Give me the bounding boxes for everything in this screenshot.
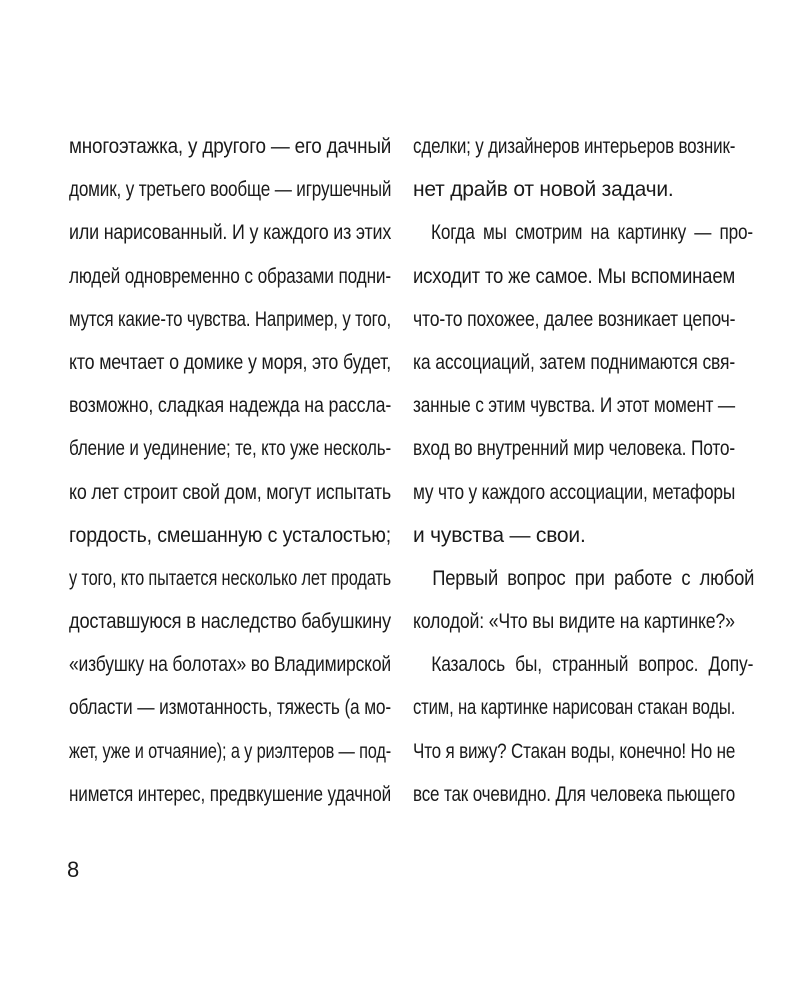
text-line: стим, на картинке нарисован стакан воды. (413, 696, 736, 720)
text-line: ка ассоциаций, затем поднимаются свя- (413, 350, 736, 374)
text-line: домик, у третьего вообще — игрушечный (69, 178, 392, 202)
text-line: кто мечтает о домике у моря, это будет, (69, 350, 391, 374)
text-line: нет драйв от новой задачи. (413, 178, 674, 202)
text-line: Когда мы смотрим на картинку — про- (430, 221, 753, 245)
text-line: или нарисованный. И у каждого из этих (69, 221, 392, 245)
text-line: возможно, сладкая надежда на рассла- (69, 394, 392, 418)
text-line: и чувства — свои. (413, 523, 586, 547)
page-number: 8 (67, 857, 80, 882)
text-line: колодой: «Что вы видите на картинке?» (413, 610, 735, 634)
text-line: исходит то же самое. Мы вспоминаем (413, 264, 736, 288)
text-column-left (69, 125, 391, 816)
text-line: «избушку на болотах» во Владимирской (69, 653, 391, 677)
text-line: людей одновременно с образами подни- (69, 264, 391, 288)
text-line: гордость, смешанную с усталостью; (69, 523, 391, 547)
text-line: что-то похожее, далее возникает цепоч- (413, 307, 736, 331)
text-line: Казалось бы, странный вопрос. Допу- (431, 653, 754, 677)
text-line: жет, уже и отчаяние); а у риэлтеров — под- (69, 739, 392, 763)
text-line: му что у каждого ассоциации, метафоры (413, 480, 736, 504)
text-line: мутся какие-то чувства. Например, у того, (69, 307, 392, 331)
text-line: Первый вопрос при работе с любой (432, 566, 755, 590)
text-line: доставшуюся в наследство бабушкину (69, 610, 391, 634)
text-line: области — измотанность, тяжесть (а мо- (69, 696, 391, 720)
text-column-right (413, 125, 755, 816)
text-line: у того, кто пытается несколько лет продать (69, 566, 392, 590)
text-line: нимется интерес, предвкушение удачной (69, 782, 392, 806)
text-line: ко лет строит свой дом, могут испытать (69, 480, 391, 504)
text-line: занные с этим чувства. И этот момент — (413, 394, 735, 418)
text-line: вход во внутренний мир человека. Пото- (413, 437, 736, 461)
text-line: сделки; у дизайнеров интерьеров возник- (413, 135, 736, 158)
text-line: все так очевидно. Для человека пьющего (413, 782, 736, 806)
text-line: бление и уединение; те, кто уже несколь- (69, 437, 392, 461)
text-line: Что я вижу? Стакан воды, конечно! Но не (413, 739, 736, 763)
text-line: многоэтажка, у другого — его дачный (69, 135, 392, 158)
